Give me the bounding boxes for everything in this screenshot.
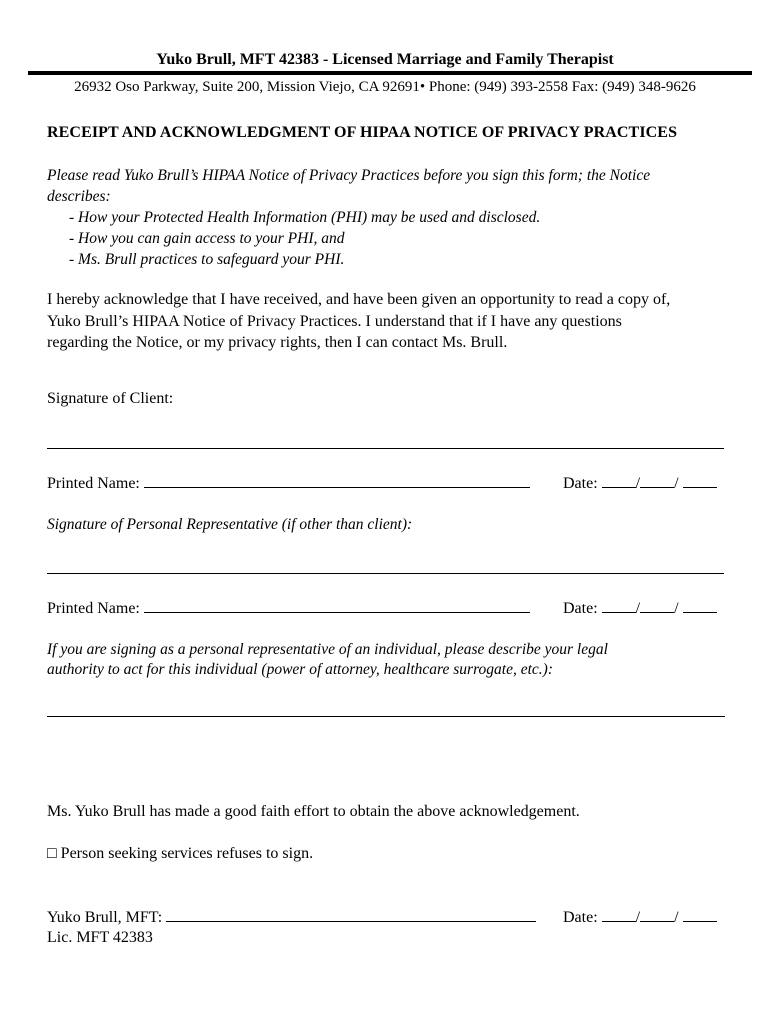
refusal-row xyxy=(47,845,313,863)
letterhead-divider xyxy=(28,71,752,75)
representative-date-label: Date: xyxy=(563,600,598,617)
letterhead-address: 26932 Oso Parkway, Suite 200, Mission Viejo, CA 92691• Phone: (949) 393-2558 Fax: (949) 348-9626 xyxy=(74,79,696,95)
letterhead-title: Yuko Brull, MFT 42383 - Licensed Marriage and Family Therapist xyxy=(156,51,614,68)
representative-date-day-field[interactable] xyxy=(640,598,674,613)
intro-line-2: describes: xyxy=(47,188,111,205)
client-printed-name-field[interactable] xyxy=(144,473,530,488)
representative-signature-label: Signature of Personal Representative (if other than client): xyxy=(47,516,413,533)
authority-description-line[interactable] xyxy=(47,716,725,717)
client-printed-name-row xyxy=(47,473,530,493)
authority-line-1: If you are signing as a personal representative of an individual, please describe your legal xyxy=(47,641,608,658)
therapist-signature-row xyxy=(47,907,536,927)
representative-date-row: Date: / / xyxy=(563,598,717,618)
client-date-row: Date: / / xyxy=(563,473,717,493)
therapist-license: Lic. MFT 42383 xyxy=(47,929,153,946)
therapist-date-year-field[interactable] xyxy=(683,907,717,922)
client-date-day-field[interactable] xyxy=(640,473,674,488)
therapist-date-label: Date: xyxy=(563,909,598,926)
acknowledgement-line-1: I hereby acknowledge that I have received, and have been given an opportunity to read a copy of, xyxy=(47,291,671,308)
representative-printed-name-label: Printed Name: xyxy=(47,600,140,617)
intro-bullet-3: - Ms. Brull practices to safeguard your PHI. xyxy=(69,251,345,268)
client-date-label: Date: xyxy=(563,475,598,492)
client-printed-name-label: Printed Name: xyxy=(47,475,140,492)
representative-printed-name-field[interactable] xyxy=(144,598,530,613)
good-faith-statement: Ms. Yuko Brull has made a good faith effort to obtain the above acknowledgement. xyxy=(47,803,580,820)
refusal-label: Person seeking services refuses to sign. xyxy=(60,845,314,862)
representative-signature-line[interactable] xyxy=(47,573,724,574)
intro-bullet-1: - How your Protected Health Information (PHI) may be used and disclosed. xyxy=(69,209,541,226)
therapist-signature-label: Yuko Brull, MFT: xyxy=(47,909,163,926)
therapist-date-row: Date: / / xyxy=(563,907,717,927)
representative-date-year-field[interactable] xyxy=(683,598,717,613)
acknowledgement-line-3: regarding the Notice, or my privacy rights, then I can contact Ms. Brull. xyxy=(47,334,508,351)
form-title: RECEIPT AND ACKNOWLEDGMENT OF HIPAA NOTICE OF PRIVACY PRACTICES xyxy=(47,124,678,141)
refusal-checkbox[interactable]: □ xyxy=(47,845,57,862)
representative-printed-name-row xyxy=(47,598,530,618)
representative-date-month-field[interactable] xyxy=(602,598,636,613)
client-signature-line[interactable] xyxy=(47,448,724,449)
therapist-signature-field[interactable] xyxy=(166,907,536,922)
authority-line-2: authority to act for this individual (power of attorney, healthcare surrogate, etc.): xyxy=(47,661,553,678)
intro-bullet-2: - How you can gain access to your PHI, and xyxy=(69,230,345,247)
intro-line-1: Please read Yuko Brull’s HIPAA Notice of Privacy Practices before you sign this form; the Notice xyxy=(47,167,651,184)
client-date-year-field[interactable] xyxy=(683,473,717,488)
client-date-month-field[interactable] xyxy=(602,473,636,488)
therapist-date-month-field[interactable] xyxy=(602,907,636,922)
client-signature-label: Signature of Client: xyxy=(47,390,174,407)
therapist-date-day-field[interactable] xyxy=(640,907,674,922)
acknowledgement-line-2: Yuko Brull’s HIPAA Notice of Privacy Practices. I understand that if I have any questions xyxy=(47,313,622,330)
